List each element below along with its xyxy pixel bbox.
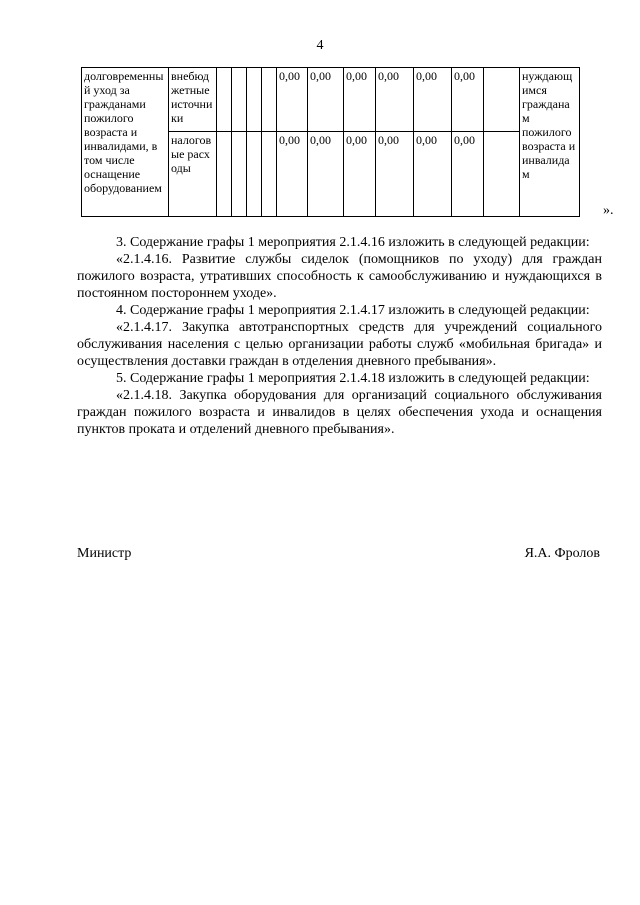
empty-cell <box>217 68 232 132</box>
table-closing-quote: ». <box>603 203 614 218</box>
value-cell: 0,00 <box>277 132 308 217</box>
signatory-title: Министр <box>77 546 132 561</box>
empty-cell <box>484 132 520 217</box>
value-cell: 0,00 <box>414 132 452 217</box>
activity-cell: долговременный уход за гражданами пожилого возраста и инвалидами, в том числе оснащение оборудованием <box>82 68 169 217</box>
value-cell: 0,00 <box>277 68 308 132</box>
empty-cell <box>247 68 262 132</box>
budget-table <box>81 67 580 217</box>
empty-cell <box>217 132 232 217</box>
value-cell: 0,00 <box>308 132 344 217</box>
page-number: 4 <box>316 38 324 53</box>
value-cell: 0,00 <box>376 132 414 217</box>
empty-cell <box>484 68 520 132</box>
value-cell: 0,00 <box>308 68 344 132</box>
signature-block <box>77 546 600 562</box>
source-cell: внебюджетные источники <box>169 68 217 132</box>
empty-cell <box>247 132 262 217</box>
paragraph: 3. Содержание графы 1 мероприятия 2.1.4.16 изложить в следующей редакции: <box>116 235 590 250</box>
value-cell: 0,00 <box>344 68 376 132</box>
empty-cell <box>232 68 247 132</box>
signatory-name: Я.А. Фролов <box>524 546 600 561</box>
source-cell: налоговые расходы <box>169 132 217 217</box>
paragraph: «2.1.4.16. Развитие службы сиделок (помощников по уходу) для граждан пожилого возраста, утративших способность к самообслуживанию и нуждающихся в постоянном постороннем уходе». <box>77 252 602 301</box>
empty-cell <box>262 132 277 217</box>
paragraph: «2.1.4.17. Закупка автотранспортных средств для учреждений социального обслуживания населения с целью организации работы служб «мобильная бригада» и осуществления доставки граждан в отделения дневного пребывания». <box>77 320 602 369</box>
paragraph: «2.1.4.18. Закупка оборудования для организаций социального обслуживания граждан пожилого возраста и инвалидов в целях обеспечения ухода и оснащения пунктов проката и отделений дневного пребывания». <box>77 388 602 437</box>
recipient-cell: нуждающимся гражданам пожилого возраста и инвалидам <box>520 68 580 217</box>
empty-cell <box>262 68 277 132</box>
amendments-text <box>77 234 602 438</box>
value-cell: 0,00 <box>452 68 484 132</box>
value-cell: 0,00 <box>344 132 376 217</box>
paragraph: 5. Содержание графы 1 мероприятия 2.1.4.18 изложить в следующей редакции: <box>116 371 590 386</box>
empty-cell <box>232 132 247 217</box>
value-cell: 0,00 <box>376 68 414 132</box>
value-cell: 0,00 <box>414 68 452 132</box>
paragraph: 4. Содержание графы 1 мероприятия 2.1.4.17 изложить в следующей редакции: <box>116 303 590 318</box>
table-row <box>82 68 580 132</box>
value-cell: 0,00 <box>452 132 484 217</box>
